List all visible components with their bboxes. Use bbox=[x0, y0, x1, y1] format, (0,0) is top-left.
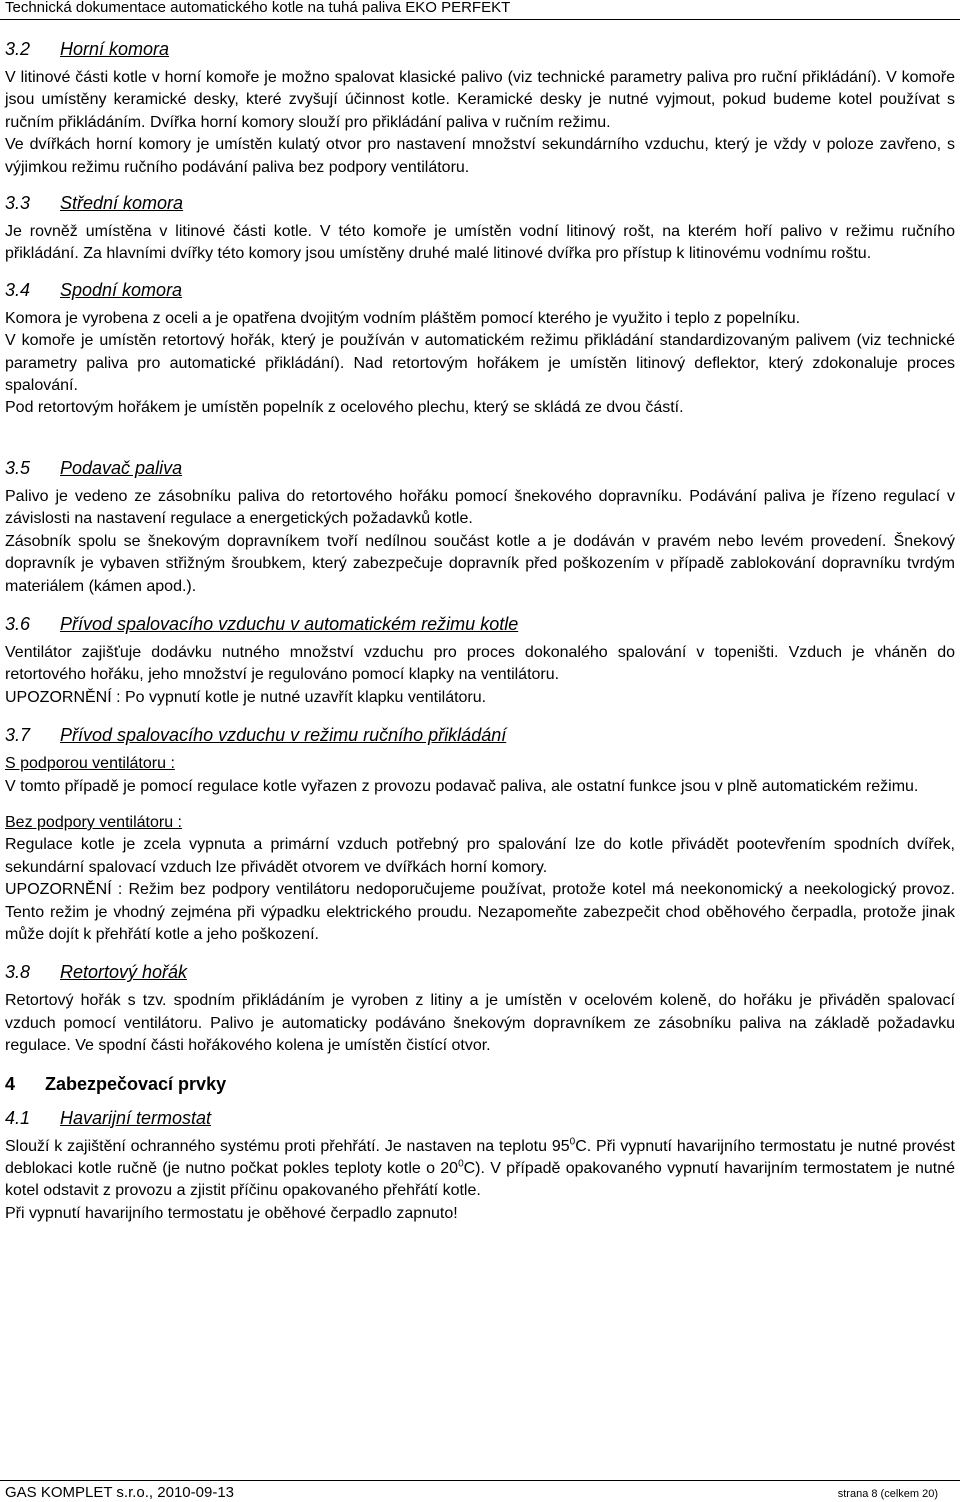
section-3-7-paragraph-2: Regulace kotle je zcela vypnuta a primární vzduch potřebný pro spalování lze do kotle přivádět pootevřením spodních dvířek, sekundární spalovací vzduch lze přivádět otvorem ve dvířkách horní komory. bbox=[5, 836, 955, 876]
section-3-5-heading: 3.5 Podavač paliva bbox=[5, 457, 183, 478]
section-3-6-paragraph-2: UPOZORNĚNÍ : Po vypnutí kotle je nutné uzavřít klapku ventilátoru. bbox=[5, 688, 487, 706]
footer-company-date: GAS KOMPLET s.r.o., 2010-09-13 bbox=[5, 1484, 234, 1501]
section-4-heading: 4 Zabezpečovací prvky bbox=[5, 1073, 227, 1094]
section-3-4-paragraph-3: Pod retortovým hořákem je umístěn popelník z ocelového plechu, který se skládá ze dvou částí. bbox=[5, 399, 684, 417]
section-3-5-paragraph-2: Zásobník spolu se šnekovým dopravníkem tvoří nedílnou součást kotle a je dodáván v pravém nebo levém provedení. Šnekový dopravník je vybaven střižným šroubkem, který zabezpečuje dopravník před poškozením v případě zablokování dopravníku tvrdým materiálem (kámen apod.). bbox=[5, 532, 955, 595]
section-3-7-heading: 3.7 Přívod spalovacího vzduchu v režimu ručního přikládání bbox=[5, 725, 507, 746]
section-3-3-heading: 3.3 Střední komora bbox=[5, 193, 184, 214]
section-3-8-heading: 3.8 Retortový hořák bbox=[5, 962, 188, 983]
page-header bbox=[0, 0, 960, 20]
header-title: Technická dokumentace automatického kotle na tuhá paliva EKO PERFEKT bbox=[5, 0, 511, 16]
section-4-1-heading: 4.1 Havarijní termostat bbox=[5, 1107, 212, 1128]
section-3-2-paragraph-2: Ve dvířkách horní komory je umístěn kulatý otvor pro nastavení množství sekundárního vzduchu, který je vždy v poloze zavřeno, s výjimkou režimu ručního podávání paliva bez podpory ventilátoru. bbox=[5, 136, 955, 176]
section-3-8-paragraph-1: Retortový hořák s tzv. spodním přikládáním je vyroben z litiny a je umístěn v ocelovém koleně, do hořáku je přiváděn spalovací vzduch pomocí ventilátoru. Palivo je automaticky podáváno šnekovým dopravníkem ze zásobníku paliva na základě požadavku regulace. Ve spodní části hořákového kolena je umístěn čistící otvor. bbox=[5, 992, 955, 1055]
footer-page-number: strana 8 (celkem 20) bbox=[837, 1488, 938, 1500]
page-footer bbox=[0, 1480, 960, 1502]
section-3-6-paragraph-1: Ventilátor zajišťuje dodávku nutného množství vzduchu pro proces dokonalého spalování v topeništi. Vzduch je vháněn do retortového hořáku, jeho množství je regulováno pomocí klapky na ventilátoru. bbox=[5, 643, 955, 684]
section-3-2-heading: 3.2 Horní komora bbox=[5, 39, 170, 59]
section-3-2-paragraph-1: V litinové části kotle v horní komoře je možno spalovat klasické palivo (viz technické parametry paliva pro ruční přikládání). V komoře jsou umístěny keramické desky, které zvyšují účinnost kotle. Keramické desky je nutné vyjmout, pokud budeme kotel používat s ručním přikládáním. Dvířka horní komory slouží pro přikládání paliva v ručním režimu. bbox=[5, 69, 955, 131]
subheading-with-fan: S podporou ventilátoru : bbox=[5, 755, 175, 773]
section-3-4-paragraph-2: V komoře je umístěn retortový hořák, který je používán v automatickém režimu přikládání standardizovaným palivem (viz technické parametry paliva pro automatické přikládání). Nad retortovým hořákem je umístěn litinový deflektor, který zdokonaluje proces spalování. bbox=[5, 332, 955, 395]
section-4-1-paragraph-2: Při vypnutí havarijního termostatu je oběhové čerpadlo zapnuto! bbox=[5, 1204, 458, 1222]
section-3-6-heading: 3.6 Přívod spalovacího vzduchu v automatickém režimu kotle bbox=[5, 613, 519, 634]
subheading-without-fan: Bez podpory ventilátoru : bbox=[5, 813, 182, 831]
section-3-4-heading: 3.4 Spodní komora bbox=[5, 279, 183, 300]
section-3-7-paragraph-3: UPOZORNĚNÍ : Režim bez podpory ventilátoru nedoporučujeme používat, protože kotel má neekonomický a neekologický provoz. Tento režim je vhodný zejména při výpadku elektrického proudu. Nezapomeňte zabezpečit chod oběhového čerpadla, protože jinak může dojít k přehřátí kotle a jeho poškození. bbox=[5, 881, 955, 943]
section-3-3-paragraph-1: Je rovněž umístěna v litinové části kotle. V této komoře je umístěn vodní litinový rošt, na kterém hoří palivo v režimu ručního přikládání. Za hlavními dvířky této komory jsou umístěny druhé malé litinové dvířka pro přístup k litinovému vodnímu roštu. bbox=[5, 223, 955, 263]
document-body bbox=[5, 37, 955, 1225]
section-3-7-paragraph-1: V tomto případě je pomocí regulace kotle vyřazen z provozu podavač paliva, ale ostatní funkce jsou v plně automatickém režimu. bbox=[5, 777, 919, 795]
section-3-5-paragraph-1: Palivo je vedeno ze zásobníku paliva do retortového hořáku pomocí šnekového dopravníku. Podávání paliva je řízeno regulací v závislosti na nastavení regulace a energetických požadavků kotle. bbox=[5, 487, 955, 528]
section-3-4-paragraph-1: Komora je vyrobena z oceli a je opatřena dvojitým vodním pláštěm pomocí kterého je využito i teplo z popelníku. bbox=[5, 309, 801, 327]
section-4-1-paragraph-1: Slouží k zajištění ochranného systému proti přehřátí. Je nastaven na teplotu $95^0C$. Při vypnutí havarijního termostatu je nutné provést deblokaci kotle ručně (je nutno počkat pokles teploty kotle o $20^0C$). V případě opakovaného vypnutí havarijním termostatem je nutné kotel odstavit z provozu a zjistit příčinu opakovaného přehřátí kotle. bbox=[5, 1136, 956, 1200]
